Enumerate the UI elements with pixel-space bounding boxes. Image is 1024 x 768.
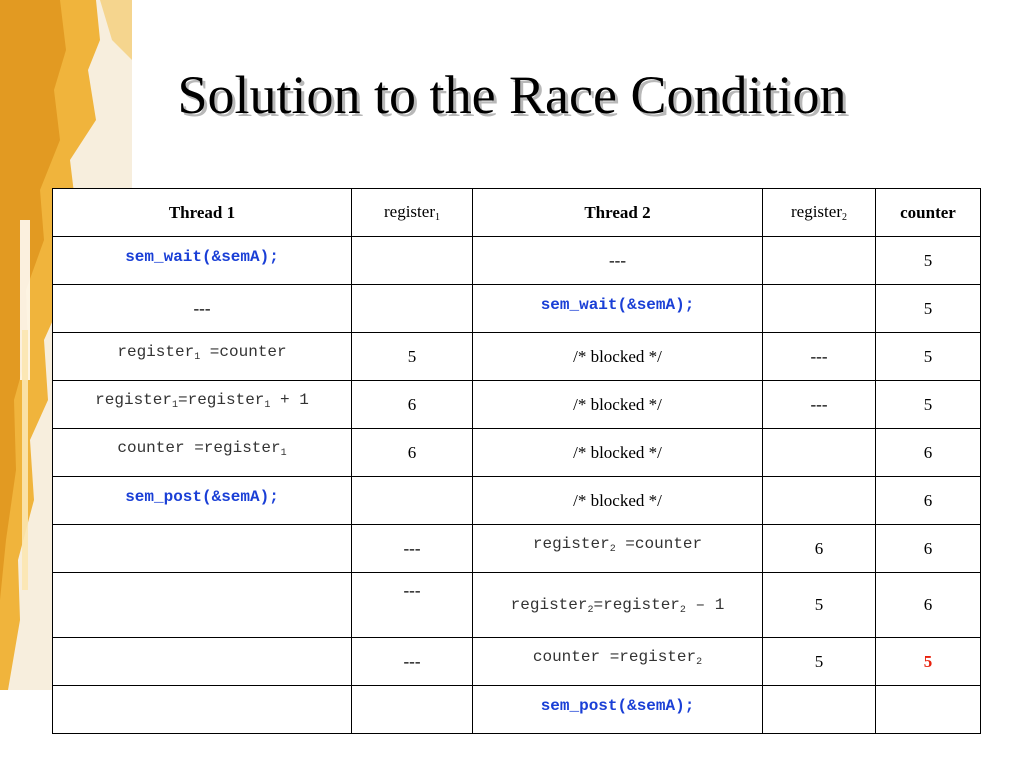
cell-counter: 5	[876, 381, 981, 429]
cell-register2	[763, 429, 876, 477]
table-row	[53, 477, 981, 525]
cell-counter: 5	[876, 333, 981, 381]
table-row	[53, 285, 981, 333]
cell-register1	[352, 285, 473, 333]
table-row	[53, 638, 981, 686]
header-register1: register$_1$	[352, 189, 473, 237]
header-register2: register$_2$	[763, 189, 876, 237]
cell-thread2: counter =register$_2$	[473, 638, 763, 686]
cell-counter: 5	[876, 237, 981, 285]
cell-counter: 6	[876, 525, 981, 573]
cell-register1: 6	[352, 381, 473, 429]
cell-register2	[763, 285, 876, 333]
table-row	[53, 237, 981, 285]
cell-register2	[763, 237, 876, 285]
cell-register2: 5	[763, 638, 876, 686]
cell-counter: 6	[876, 477, 981, 525]
cell-thread1	[53, 573, 352, 638]
cell-register2: 6	[763, 525, 876, 573]
race-condition-table	[52, 188, 981, 734]
cell-counter: 6	[876, 429, 981, 477]
cell-thread1: register$_1$ =counter	[53, 333, 352, 381]
cell-thread2: /* blocked */	[473, 381, 763, 429]
cell-thread1: ---	[53, 285, 352, 333]
cell-thread2: /* blocked */	[473, 333, 763, 381]
cell-register1: 6	[352, 429, 473, 477]
cell-thread2: sem_wait(&semA);	[473, 285, 763, 333]
table-row	[53, 333, 981, 381]
cell-thread1: register$_1$=register$_1$ + 1	[53, 381, 352, 429]
cell-register1	[352, 477, 473, 525]
cell-thread2: register$_2$=register$_2$ – 1	[473, 573, 763, 638]
cell-thread1	[53, 686, 352, 734]
cell-register2: ---	[763, 381, 876, 429]
cell-thread1	[53, 638, 352, 686]
cell-register2	[763, 686, 876, 734]
cell-thread2: /* blocked */	[473, 429, 763, 477]
table-row	[53, 381, 981, 429]
cell-thread2: register$_2$ =counter	[473, 525, 763, 573]
table-row	[53, 573, 981, 638]
header-thread1: Thread 1	[53, 189, 352, 237]
cell-counter-highlight: 5	[876, 638, 981, 686]
cell-thread2: ---	[473, 237, 763, 285]
cell-thread1: counter =register$_1$	[53, 429, 352, 477]
table-row	[53, 429, 981, 477]
slide-title: Solution to the Race Condition	[177, 65, 847, 125]
cell-register2: 5	[763, 573, 876, 638]
cell-register1: 5	[352, 333, 473, 381]
header-thread2: Thread 2	[473, 189, 763, 237]
cell-counter: 5	[876, 285, 981, 333]
header-counter: counter	[876, 189, 981, 237]
cell-register2: ---	[763, 333, 876, 381]
cell-register1: ---	[352, 638, 473, 686]
cell-thread2: /* blocked */	[473, 477, 763, 525]
cell-register1: ---	[352, 525, 473, 573]
cell-register1	[352, 686, 473, 734]
cell-thread2: sem_post(&semA);	[473, 686, 763, 734]
cell-thread1	[53, 525, 352, 573]
cell-thread1: sem_wait(&semA);	[53, 237, 352, 285]
cell-thread1: sem_post(&semA);	[53, 477, 352, 525]
table-row	[53, 686, 981, 734]
cell-counter	[876, 686, 981, 734]
cell-register1	[352, 237, 473, 285]
header-row	[53, 189, 981, 237]
cell-register1: ---	[352, 573, 473, 638]
cell-counter: 6	[876, 573, 981, 638]
cell-register2	[763, 477, 876, 525]
table-row	[53, 525, 981, 573]
